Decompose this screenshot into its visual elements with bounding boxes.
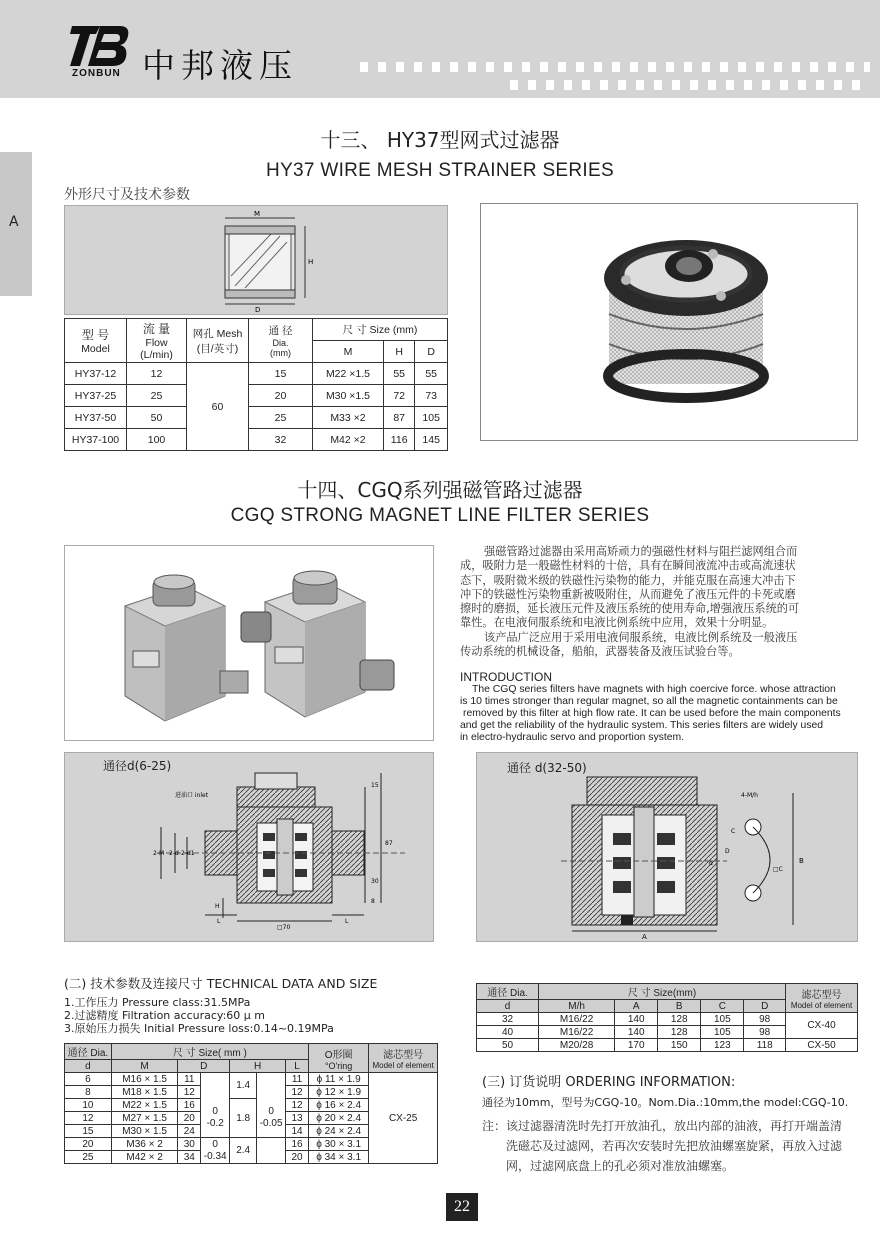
cell-m: M30 ×1.5 [313, 385, 384, 407]
th-h: H [383, 341, 414, 363]
cell-D: 24 [178, 1125, 201, 1138]
ordering-example: 通径为10mm，型号为CGQ-10。Nom.Dia.:10mm,the model:CGQ-10. [482, 1096, 849, 1109]
dim-87: 87 [385, 840, 393, 847]
cell-model: HY37-50 [65, 407, 127, 429]
desc-line: 冲下的铁磁性污染物重新被吸附住，从而避免了液压元件的卡死或磨 [460, 587, 796, 601]
cell-m: M42 × 2 [111, 1151, 178, 1164]
cell-mh: M16/22 [539, 1013, 615, 1026]
intro-line: and get the reliability of the hydraulic system. This series filters are widely used [460, 720, 824, 731]
cell-flow: 12 [127, 363, 187, 385]
dim-l1: L [217, 918, 221, 925]
th-mesh-en: (目/英寸) [196, 342, 239, 355]
cell-mh: M20/28 [539, 1039, 615, 1052]
desc-line: 强磁管路过滤器由采用高矫顽力的强磁性材料与阻拦滤网组合而 [484, 545, 798, 558]
th-c: C [701, 1000, 744, 1013]
cell-m: M16 × 1.5 [111, 1073, 178, 1086]
th-element-cn: 滤芯型号 [801, 990, 842, 1001]
dim-h: H [308, 258, 314, 266]
intro-title: INTRODUCTION [460, 670, 552, 684]
cell-h: 116 [383, 429, 414, 451]
cell-b: 128 [658, 1013, 701, 1026]
cell-D: 11 [178, 1073, 201, 1086]
dim-2d1: 2-d1 [181, 850, 195, 857]
tech-heading: (二) 技术参数及连接尺寸 TECHNICAL DATA AND SIZE [64, 976, 378, 991]
th-a: A [615, 1000, 658, 1013]
cell-h: 55 [383, 363, 414, 385]
th-m: M [111, 1060, 178, 1073]
dim-d: D [725, 848, 730, 855]
cell-model: HY37-12 [65, 363, 127, 385]
cell-d: 25 [65, 1151, 112, 1164]
cell-m: M42 ×2 [313, 429, 384, 451]
cell-oring: ϕ 34 × 3.1 [308, 1151, 368, 1164]
side-tab-letter: A [9, 214, 19, 230]
cell-L: 16 [286, 1138, 309, 1151]
cell-L: 12 [286, 1086, 309, 1099]
th-b: B [658, 1000, 701, 1013]
th-element-cn: 滤芯型号 [383, 1050, 424, 1061]
cell-L: 13 [286, 1112, 309, 1125]
cell-d: 10 [65, 1099, 112, 1112]
cell-oring: ϕ 24 × 2.4 [308, 1125, 368, 1138]
cell-d: 55 [415, 363, 448, 385]
cell-tol: -0.05 [259, 1117, 283, 1129]
cgq-filter-image-icon [65, 546, 435, 742]
dim-dd: d [709, 860, 713, 867]
cell-oring: ϕ 30 × 3.1 [308, 1138, 368, 1151]
dim-d: D [255, 306, 261, 314]
th-dia-cn: 通 径 [268, 325, 293, 337]
cell-D: 16 [178, 1099, 201, 1112]
dim-8: 8 [371, 898, 375, 905]
th-d: D [415, 341, 448, 363]
cell-d: 32 [477, 1013, 539, 1026]
dim-15: 15 [371, 782, 379, 789]
th-model-cn: 型 号 [81, 328, 110, 342]
company-name: 中邦液压 [142, 46, 298, 85]
strainer-image-icon [481, 204, 859, 442]
hy37-product-photo [480, 203, 858, 441]
table-row [65, 1073, 438, 1086]
cell-d: 145 [415, 429, 448, 451]
cell-oring: ϕ 11 × 1.9 [308, 1073, 368, 1086]
th-element-en: Model of element [372, 1061, 434, 1070]
drawing1-label: 通径d(6-25) [103, 759, 172, 773]
cell-d: 50 [477, 1039, 539, 1052]
section-13-title-cn: 十三、 HY37型网式过滤器 [320, 128, 560, 152]
cell-b: 128 [658, 1026, 701, 1039]
table-row [477, 1013, 858, 1026]
cell-tol-blank [257, 1073, 286, 1099]
cell-mh: M16/22 [539, 1026, 615, 1039]
ordering-note [482, 1116, 862, 1176]
th-dia-en: Dia. [272, 338, 289, 348]
cell-flow: 50 [127, 407, 187, 429]
cell-h-value: 1.4 [230, 1073, 257, 1099]
cell-tol: -0.34 [203, 1150, 227, 1162]
dim-b: B [799, 857, 804, 865]
th-mesh-cn: 网孔 Mesh [192, 327, 243, 340]
cell-tol: 0 [212, 1138, 218, 1150]
cgq-product-photo [64, 545, 434, 741]
cell-L: 11 [286, 1073, 309, 1086]
dim-2d: 2-d [169, 850, 179, 857]
table-row [65, 363, 448, 385]
dim-c: C [731, 828, 736, 835]
dim-2m: 2-M [153, 850, 165, 857]
cgq-section-drawing-1 [65, 753, 435, 943]
cell-c: 105 [701, 1026, 744, 1039]
cell-m: M18 × 1.5 [111, 1086, 178, 1099]
cell-d: 6 [65, 1073, 112, 1086]
cell-b: 150 [658, 1039, 701, 1052]
desc-line: 靠性。在电液伺服系统和电液比例系统中应用，效果十分明显。 [460, 616, 774, 630]
cell-a: 140 [615, 1026, 658, 1039]
cell-d: 73 [415, 385, 448, 407]
th-oring-en: °O'ring [324, 1060, 353, 1071]
dim-4mh: 4-M/h [741, 792, 758, 799]
dim-30: 30 [371, 878, 379, 885]
table-row [477, 1039, 858, 1052]
section-13-title-en: HY37 WIRE MESH STRAINER SERIES [266, 160, 614, 181]
dim-l2: L [345, 918, 349, 925]
cell-flow: 25 [127, 385, 187, 407]
cell-tol: -0.2 [206, 1117, 224, 1129]
cell-L: 20 [286, 1151, 309, 1164]
cell-d: 12 [65, 1112, 112, 1125]
zonbun-logo-icon [70, 22, 132, 70]
cell-flow: 100 [127, 429, 187, 451]
cell-model: HY37-100 [65, 429, 127, 451]
th-dia-unit: (mm) [270, 348, 291, 358]
cgq-large-table [476, 983, 858, 1052]
ordering-heading: (三) 订货说明 ORDERING INFORMATION: [482, 1075, 736, 1090]
dim-box70: □70 [277, 924, 291, 931]
cell-D: 98 [744, 1026, 786, 1039]
tech-item: 2.过滤精度 Filtration accuracy:60 μ m [64, 1009, 266, 1022]
cell-D: 98 [744, 1013, 786, 1026]
th-d: d [477, 1000, 539, 1013]
cell-d: 40 [477, 1026, 539, 1039]
th-D: D [744, 1000, 786, 1013]
cell-mesh: 60 [187, 363, 249, 451]
cell-a: 140 [615, 1013, 658, 1026]
cgq-drawing-large [476, 752, 858, 942]
cell-D: 34 [178, 1151, 201, 1164]
cell-m: M30 × 1.5 [111, 1125, 178, 1138]
hy37-drawing-panel [64, 205, 448, 315]
th-model-en: Model [81, 343, 110, 355]
dim-h: H [215, 903, 220, 910]
cell-m: M22 ×1.5 [313, 363, 384, 385]
cell-dia: 15 [249, 363, 313, 385]
th-size: 尺 寸 Size( mm ) [111, 1044, 308, 1060]
cell-dia: 20 [249, 385, 313, 407]
cell-dia: 25 [249, 407, 313, 429]
desc-line: 态下，吸附微米级的铁磁性污染物的能力，并能克服在高速大冲击下 [460, 573, 796, 587]
hy37-dimension-drawing [65, 206, 449, 316]
intro-line: in electro-hydraulic servo and proportion system. [460, 732, 685, 743]
cell-L: 12 [286, 1099, 309, 1112]
th-flow-cn: 流 量 [142, 322, 171, 336]
page-number: 22 [446, 1193, 478, 1221]
intro-line: The CGQ series filters have magnets with high coercive force. whose attraction [472, 684, 836, 695]
intro-en [460, 684, 845, 744]
desc-line: 传动系统的机械设备，船舶，武器装备及液压试验台等。 [460, 645, 740, 659]
th-element-en: Model of element [790, 1001, 853, 1010]
cell-L: 14 [286, 1125, 309, 1138]
th-d: d [65, 1060, 112, 1073]
desc-line: 成，吸附力是一般磁性材料的十倍，具有在瞬间液流冲击或高流速状 [460, 559, 796, 573]
tech-items [64, 996, 334, 1035]
cell-D: 20 [178, 1112, 201, 1125]
header-dots [510, 80, 870, 90]
table-row [65, 385, 448, 407]
tech-item: 1.工作压力 Pressure class:31.5MPa [64, 996, 251, 1009]
tech-item: 3.原始压力损失 Initial Pressure loss:0.14~0.19MPa [64, 1022, 334, 1035]
section-14-title-cn: 十四、CGQ系列强磁管路过滤器 [297, 478, 583, 502]
cell-dia: 32 [249, 429, 313, 451]
cell-element: CX-40 [786, 1013, 858, 1039]
cell-h-value: 2.4 [230, 1138, 257, 1164]
hy37-spec-table [64, 318, 448, 451]
dim-m: M [254, 210, 261, 218]
cell-d: 105 [415, 407, 448, 429]
cell-h: 87 [383, 407, 414, 429]
cell-element: CX-25 [369, 1073, 438, 1164]
cell-tol-blank [257, 1138, 286, 1164]
section-14-title-en: CGQ STRONG MAGNET LINE FILTER SERIES [230, 505, 650, 526]
th-mh: M/h [539, 1000, 615, 1013]
cell-a: 170 [615, 1039, 658, 1052]
desc-line: 擦时的磨损，延长液压元件及液压系统的使用寿命,增强液压系统的可 [460, 602, 800, 616]
cell-m: M33 ×2 [313, 407, 384, 429]
drawing1-inlet: 进油口 inlet [175, 792, 209, 799]
cell-m: M36 × 2 [111, 1138, 178, 1151]
th-L: L [286, 1060, 309, 1073]
cell-D: 30 [178, 1138, 201, 1151]
cell-m: M27 × 1.5 [111, 1112, 178, 1125]
cell-m: M22 × 1.5 [111, 1099, 178, 1112]
cell-h-value: 1.8 [230, 1099, 257, 1138]
intro-line: is 10 times stronger than regular magnet, so all the magnetic containments can be [460, 696, 838, 707]
th-size: 尺 寸 Size(mm) [539, 984, 786, 1000]
cell-d: 20 [65, 1138, 112, 1151]
th-dia: 通径 Dia. [477, 984, 539, 1000]
cgq-description-cn [460, 545, 840, 659]
cell-c: 123 [701, 1039, 744, 1052]
drawing2-label: 通径 d(32-50) [507, 761, 587, 775]
cgq-small-table [64, 1043, 438, 1164]
th-oring-cn: O形圈 [324, 1049, 353, 1061]
cgq-drawing-small [64, 752, 434, 942]
cell-D: 12 [178, 1086, 201, 1099]
table-row [65, 429, 448, 451]
cell-d: 8 [65, 1086, 112, 1099]
cell-tol: 0 [212, 1105, 218, 1117]
cgq-section-drawing-2 [477, 753, 859, 943]
intro-line: removed by this filter at high flow rate. It can be used before the main components [463, 708, 841, 719]
note-line: 注：该过滤器清洗时先打开放油孔，放出内部的油液，再打开端盖清 [482, 1119, 843, 1133]
note-line: 网，过滤网底盘上的孔必须对准放油螺塞。 [506, 1159, 735, 1173]
dim-boxc: □C [773, 866, 783, 873]
cell-c: 105 [701, 1013, 744, 1026]
cell-oring: ϕ 20 × 2.4 [308, 1112, 368, 1125]
th-flow-en: Flow (L/min) [140, 337, 173, 361]
header-dots [360, 62, 870, 72]
cell-oring: ϕ 16 × 2.4 [308, 1099, 368, 1112]
th-m: M [313, 341, 384, 363]
section-13-subtitle: 外形尺寸及技术参数 [64, 187, 190, 203]
table-row [65, 407, 448, 429]
cell-tol: 0 [268, 1105, 274, 1117]
cell-h: 72 [383, 385, 414, 407]
th-D: D [178, 1060, 230, 1073]
th-dia: 通径 Dia. [65, 1044, 112, 1060]
note-line: 洗磁芯及过滤网，若再次安装时先把放油螺塞旋紧，再放入过滤 [506, 1139, 843, 1153]
th-H: H [230, 1060, 286, 1073]
cell-oring: ϕ 12 × 1.9 [308, 1086, 368, 1099]
cell-tol-blank [201, 1073, 230, 1099]
cell-model: HY37-25 [65, 385, 127, 407]
th-size: 尺 寸 Size (mm) [313, 319, 448, 341]
desc-line: 该产品广泛应用于采用电液伺服系统，电液比例系统及一般液压 [484, 630, 798, 644]
cell-D: 118 [744, 1039, 786, 1052]
cell-element: CX-50 [786, 1039, 858, 1052]
logo-text: ZONBUN [72, 68, 121, 79]
dim-a: A [642, 933, 647, 941]
cell-d: 15 [65, 1125, 112, 1138]
